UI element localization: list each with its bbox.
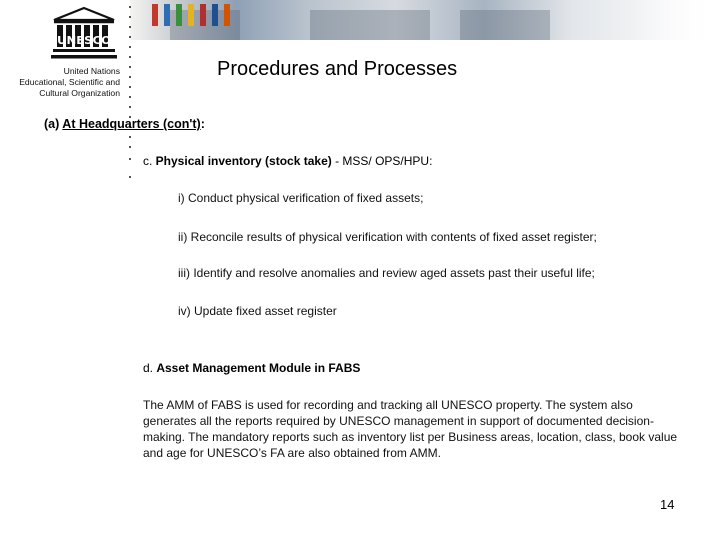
organization-name — [6, 66, 120, 99]
section-suffix: : — [200, 117, 205, 131]
section-underlined: At Headquarters (con't) — [62, 117, 201, 131]
sub-item-4: iv) Update fixed asset register — [178, 304, 337, 318]
amm-paragraph: The AMM of FABS is used for recording and tracking all UNESCO property. The system also generates all the reports required by UNESCO management in support of documented decision-making. The mandatory reports such as inventory list per Business areas, location, class, book value and age for UNESCO’s FA are also obtained from AMM. — [143, 398, 678, 460]
org-line-2: Educational, Scientific and — [19, 77, 120, 87]
sub-item-2: ii) Reconcile results of physical verification with contents of fixed asset register; — [178, 230, 597, 244]
section-heading — [44, 117, 205, 131]
item-c-rest: - MSS/ OPS/HPU: — [331, 154, 433, 168]
item-c-label: c. — [143, 154, 156, 168]
sub-item-1: i) Conduct physical verification of fixed assets; — [178, 191, 424, 205]
logo-word: UNESCO — [57, 34, 111, 47]
slide-title: Procedures and Processes — [217, 58, 458, 80]
unesco-temple-logo-icon — [50, 6, 118, 64]
page-number: 14 — [660, 497, 675, 512]
item-c-heading — [143, 154, 432, 168]
item-d-bold: Asset Management Module in FABS — [156, 361, 361, 375]
org-line-3: Cultural Organization — [39, 88, 120, 98]
item-d-heading — [143, 361, 360, 375]
item-d-label: d. — [143, 361, 157, 375]
header-banner-image — [130, 0, 720, 40]
org-line-1: United Nations — [63, 66, 120, 76]
section-prefix: (a) — [44, 117, 63, 131]
item-c-bold: Physical inventory (stock take) — [155, 154, 332, 168]
sub-item-3: iii) Identify and resolve anomalies and review aged assets past their useful life; — [178, 266, 595, 280]
dotted-divider — [129, 0, 131, 185]
